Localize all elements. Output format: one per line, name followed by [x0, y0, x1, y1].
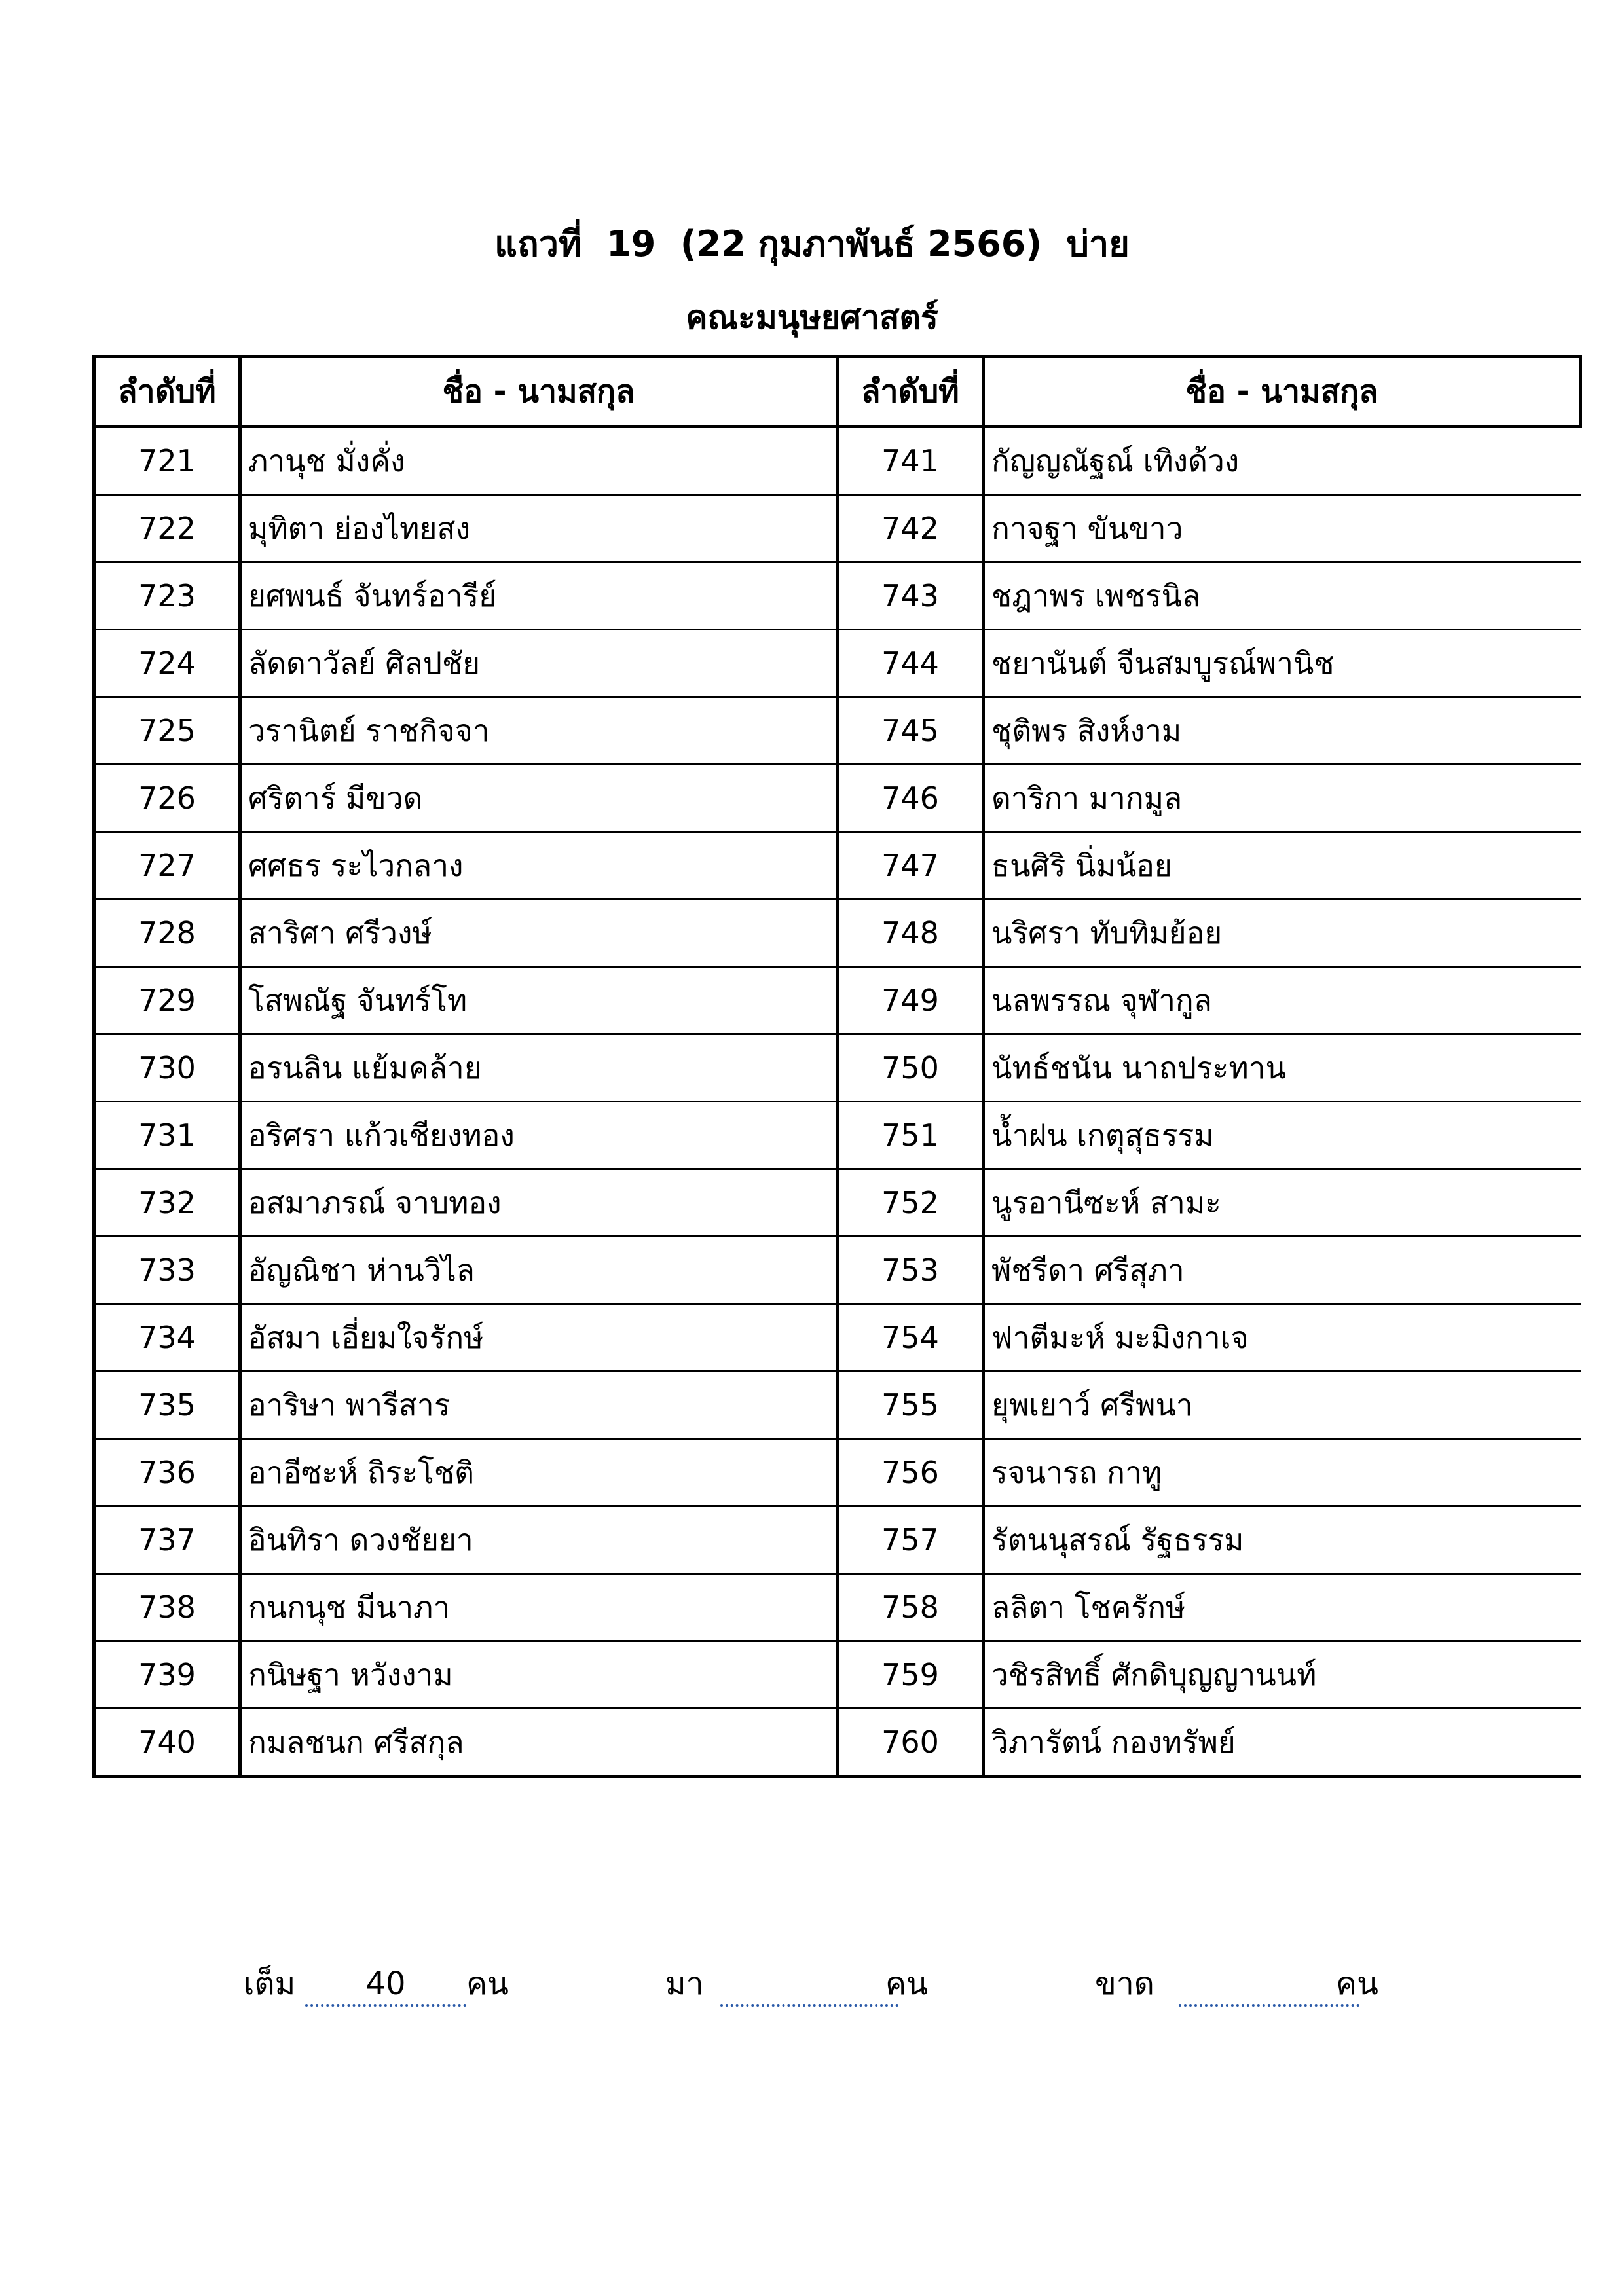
- faculty-heading: คณะมนุษยศาสตร์: [686, 299, 938, 337]
- student-number-left: 731: [94, 1102, 240, 1169]
- student-name-right: นริศรา ทับทิมย้อย: [984, 900, 1581, 967]
- table-row: [94, 1574, 1581, 1641]
- student-name-left: ภานุช มั่งคั่ง: [240, 427, 838, 495]
- student-name-right: รัตนนุสรณ์ รัฐธรรม: [984, 1506, 1581, 1574]
- table-row: [94, 765, 1581, 832]
- student-number-right: 759: [838, 1641, 984, 1709]
- student-name-right: กาจฐา ขันขาว: [984, 495, 1581, 562]
- student-number-right: 755: [838, 1372, 984, 1439]
- present-label: มา: [665, 1965, 704, 2002]
- table-row: [94, 1034, 1581, 1102]
- student-name-right: ชุติพร สิงห์งาม: [984, 697, 1581, 765]
- student-name-left: อาอีซะห์ ถิระโชติ: [240, 1439, 838, 1506]
- student-number-left: 739: [94, 1641, 240, 1709]
- student-name-left: อัญณิชา ห่านวิไล: [240, 1237, 838, 1304]
- student-number-right: 750: [838, 1034, 984, 1102]
- student-number-right: 752: [838, 1169, 984, 1237]
- student-name-right: นัทธ์ชนัน นาถประทาน: [984, 1034, 1581, 1102]
- table-row: [94, 1439, 1581, 1506]
- student-name-right: ชฎาพร เพชรนิล: [984, 562, 1581, 630]
- student-number-left: 737: [94, 1506, 240, 1574]
- student-name-right: นูรอานีซะห์ สามะ: [984, 1169, 1581, 1237]
- student-name-left: ลัดดาวัลย์ ศิลปชัย: [240, 630, 838, 697]
- student-name-right: ดาริกา มากมูล: [984, 765, 1581, 832]
- student-name-left: กนิษฐา หวังงาม: [240, 1641, 838, 1709]
- roster-table: [92, 355, 1582, 1778]
- student-name-left: อสมาภรณ์ จาบทอง: [240, 1169, 838, 1237]
- student-name-left: กมลชนก ศรีสกุล: [240, 1709, 838, 1777]
- table-row: [94, 495, 1581, 562]
- student-name-right: วชิรสิทธิ์ ศักดิบุญญานนท์: [984, 1641, 1581, 1709]
- student-number-right: 741: [838, 427, 984, 495]
- student-name-right: กัญญณัฐณ์ เทิงด้วง: [984, 427, 1581, 495]
- table-row: [94, 697, 1581, 765]
- table-row: [94, 832, 1581, 900]
- absent-unit: คน: [1336, 1965, 1378, 2002]
- student-name-left: วรานิตย์ ราชกิจจา: [240, 697, 838, 765]
- student-name-left: อินทิรา ดวงชัยยา: [240, 1506, 838, 1574]
- student-name-left: ศริตาร์ มีขวด: [240, 765, 838, 832]
- student-name-left: ยศพนธ์ จันทร์อารีย์: [240, 562, 838, 630]
- column-header-name-left: ชื่อ - นามสกุล: [240, 357, 838, 427]
- student-number-left: 734: [94, 1304, 240, 1372]
- column-header-number-right: ลำดับที่: [838, 357, 984, 427]
- student-name-right: ลลิตา โชครักษ์: [984, 1574, 1581, 1641]
- full-count: 40: [365, 1965, 406, 2002]
- student-number-left: 721: [94, 427, 240, 495]
- page-title: แถวที่ 19 (22 กุมภาพันธ์ 2566) บ่าย: [494, 223, 1130, 264]
- student-name-left: กนกนุช มีนาภา: [240, 1574, 838, 1641]
- table-row: [94, 967, 1581, 1034]
- student-number-right: 743: [838, 562, 984, 630]
- student-number-right: 754: [838, 1304, 984, 1372]
- student-number-left: 736: [94, 1439, 240, 1506]
- student-name-right: ธนศิริ นิ่มน้อย: [984, 832, 1581, 900]
- student-number-left: 728: [94, 900, 240, 967]
- student-number-left: 726: [94, 765, 240, 832]
- student-number-right: 749: [838, 967, 984, 1034]
- student-number-right: 751: [838, 1102, 984, 1169]
- table-row: [94, 1372, 1581, 1439]
- student-number-left: 733: [94, 1237, 240, 1304]
- student-number-right: 746: [838, 765, 984, 832]
- full-unit: คน: [466, 1965, 509, 2002]
- student-number-left: 727: [94, 832, 240, 900]
- student-number-right: 756: [838, 1439, 984, 1506]
- student-name-right: ยุพเยาว์ ศรีพนา: [984, 1372, 1581, 1439]
- student-number-left: 723: [94, 562, 240, 630]
- table-row: [94, 1709, 1581, 1777]
- student-number-left: 735: [94, 1372, 240, 1439]
- full-label: เต็ม: [244, 1965, 296, 2002]
- table-row: [94, 427, 1581, 495]
- absent-label: ขาด: [1095, 1965, 1154, 2002]
- student-name-left: โสพณัฐ จันทร์โท: [240, 967, 838, 1034]
- table-row: [94, 900, 1581, 967]
- absent-count-line[interactable]: [1179, 2004, 1359, 2007]
- student-number-right: 753: [838, 1237, 984, 1304]
- student-name-right: ฟาตีมะห์ มะมิงกาเจ: [984, 1304, 1581, 1372]
- table-row: [94, 1506, 1581, 1574]
- table-row: [94, 1169, 1581, 1237]
- present-unit: คน: [885, 1965, 928, 2002]
- student-name-left: อาริษา พารีสาร: [240, 1372, 838, 1439]
- present-count-line[interactable]: [720, 2004, 898, 2007]
- table-row: [94, 1102, 1581, 1169]
- student-number-left: 724: [94, 630, 240, 697]
- student-name-left: ศศธร ระไวกลาง: [240, 832, 838, 900]
- student-number-left: 732: [94, 1169, 240, 1237]
- full-count-line: [305, 2004, 466, 2007]
- student-name-right: พัชรีดา ศรีสุภา: [984, 1237, 1581, 1304]
- table-row: [94, 1237, 1581, 1304]
- student-name-right: ชยานันต์ จีนสมบูรณ์พานิช: [984, 630, 1581, 697]
- student-name-left: สาริศา ศรีวงษ์: [240, 900, 838, 967]
- student-number-left: 725: [94, 697, 240, 765]
- student-number-left: 730: [94, 1034, 240, 1102]
- attendance-footer: [0, 1954, 1624, 2013]
- student-number-left: 722: [94, 495, 240, 562]
- column-header-name-right: ชื่อ - นามสกุล: [984, 357, 1581, 427]
- student-name-left: มุทิตา ย่องไทยสง: [240, 495, 838, 562]
- student-name-right: รจนารถ กาทู: [984, 1439, 1581, 1506]
- table-row: [94, 630, 1581, 697]
- student-number-right: 748: [838, 900, 984, 967]
- student-number-right: 758: [838, 1574, 984, 1641]
- student-number-right: 747: [838, 832, 984, 900]
- student-number-left: 740: [94, 1709, 240, 1777]
- table-header-row: [94, 357, 1581, 427]
- student-name-right: น้ำฝน เกตุสุธรรม: [984, 1102, 1581, 1169]
- student-number-right: 760: [838, 1709, 984, 1777]
- student-number-right: 744: [838, 630, 984, 697]
- student-name-left: อริศรา แก้วเชียงทอง: [240, 1102, 838, 1169]
- student-number-right: 742: [838, 495, 984, 562]
- student-name-left: อัสมา เอี่ยมใจรักษ์: [240, 1304, 838, 1372]
- student-number-right: 757: [838, 1506, 984, 1574]
- roster-body: [94, 427, 1581, 1777]
- table-row: [94, 1304, 1581, 1372]
- student-number-left: 738: [94, 1574, 240, 1641]
- student-number-right: 745: [838, 697, 984, 765]
- student-name-right: นลพรรณ จุฬากูล: [984, 967, 1581, 1034]
- table-row: [94, 562, 1581, 630]
- column-header-number-left: ลำดับที่: [94, 357, 240, 427]
- student-number-left: 729: [94, 967, 240, 1034]
- student-name-left: อรนลิน แย้มคล้าย: [240, 1034, 838, 1102]
- table-row: [94, 1641, 1581, 1709]
- student-name-right: วิภารัตน์ กองทรัพย์: [984, 1709, 1581, 1777]
